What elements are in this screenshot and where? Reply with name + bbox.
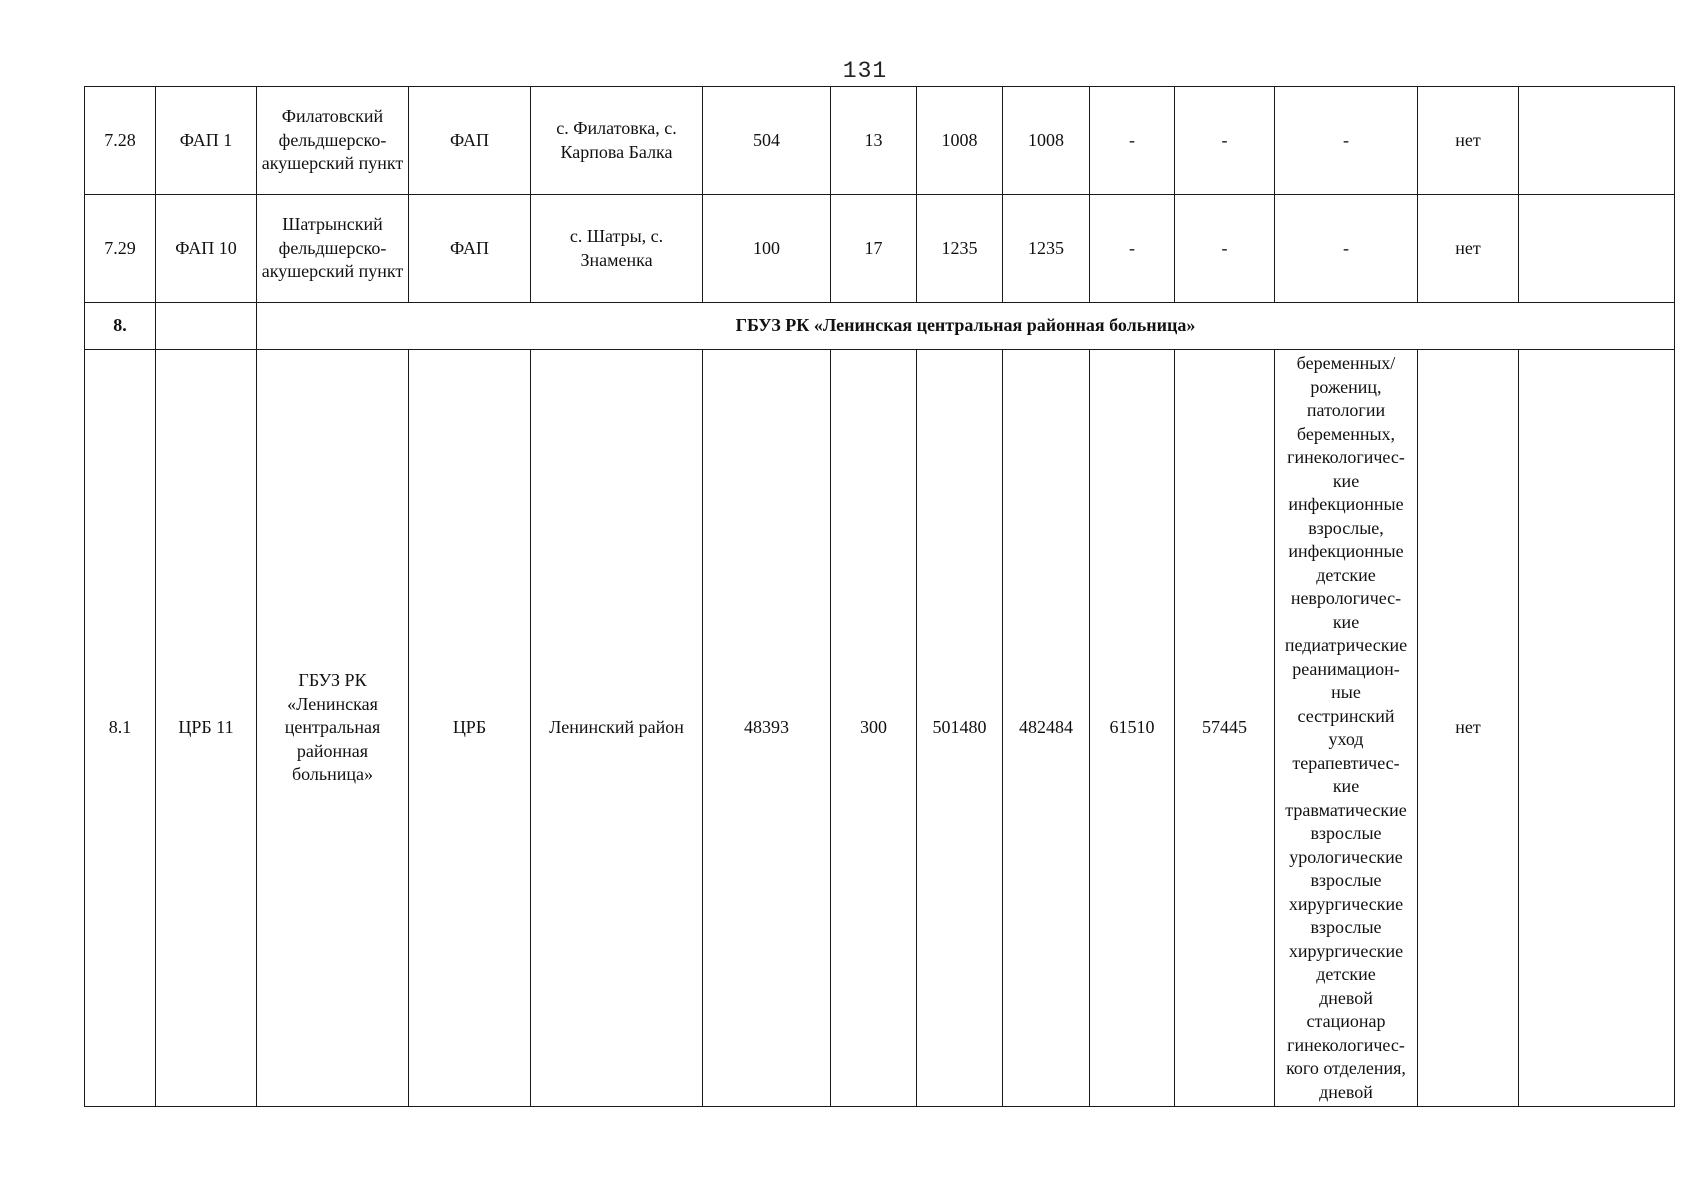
- cell-c10: -: [1175, 87, 1275, 195]
- profile-line: дневой: [1319, 987, 1373, 1008]
- cell-c11: -: [1275, 195, 1418, 303]
- cell-c5: 504: [703, 87, 831, 195]
- cell-c9: -: [1090, 195, 1175, 303]
- cell-c8: 1235: [1003, 195, 1090, 303]
- profile-line: стационар: [1306, 1011, 1386, 1031]
- profile-line: взрослые: [1310, 870, 1382, 890]
- profile-line: урологические: [1289, 846, 1403, 867]
- profile-line: кие: [1332, 470, 1360, 491]
- profile-line: гинекологичес-: [1287, 1034, 1405, 1055]
- facility-type: ЦРБ: [409, 350, 531, 1107]
- cell-c11: -: [1275, 87, 1418, 195]
- profile-line: детские: [1316, 564, 1376, 585]
- profile-line: сестринский: [1297, 705, 1395, 726]
- profile-line: кие: [1332, 611, 1360, 632]
- row-number: 8.1: [85, 350, 156, 1107]
- cell-c8: 1008: [1003, 87, 1090, 195]
- row-number: 7.29: [85, 195, 156, 303]
- profile-line: неврологичес-: [1290, 588, 1402, 608]
- facility-location: Ленинский район: [531, 350, 703, 1107]
- section-header-row: [85, 303, 1675, 350]
- facility-code: ФАП 1: [156, 87, 257, 195]
- profile-line: педиатрические: [1284, 635, 1408, 655]
- cell-c12: нет: [1418, 350, 1519, 1107]
- profile-line: взрослые: [1310, 823, 1382, 843]
- section-title: ГБУЗ РК «Ленинская центральная районная больница»: [257, 303, 1675, 350]
- profile-line: детские: [1316, 964, 1376, 984]
- profile-line: терапевтичес-: [1292, 752, 1400, 773]
- profile-line: уход: [1328, 729, 1364, 749]
- profile-line: рожениц,: [1310, 376, 1382, 397]
- profile-line: ные: [1331, 682, 1361, 702]
- row-number: 7.28: [85, 87, 156, 195]
- profile-line: беременных/: [1296, 353, 1396, 373]
- profile-line: гинекологичес-: [1287, 447, 1405, 467]
- cell-c7: 501480: [917, 350, 1003, 1107]
- cell-c9: 61510: [1090, 350, 1175, 1107]
- profile-line: инфекционные: [1288, 541, 1404, 561]
- profile-line: хирургические: [1288, 940, 1404, 961]
- cell-c12: нет: [1418, 195, 1519, 303]
- cell-c6: 13: [831, 87, 917, 195]
- cell-c5: 48393: [703, 350, 831, 1107]
- profile-line: хирургические: [1288, 893, 1404, 914]
- cell-c13: [1519, 195, 1675, 303]
- cell-c12: нет: [1418, 87, 1519, 195]
- cell-c6: 300: [831, 350, 917, 1107]
- cell-c13: [1519, 350, 1675, 1107]
- profile-line: кие: [1332, 776, 1360, 796]
- cell-c9: -: [1090, 87, 1175, 195]
- facility-name: Филатовский фельдшерско-акушерский пункт: [257, 87, 409, 195]
- cell-c10: -: [1175, 195, 1275, 303]
- facilities-table: [84, 86, 1675, 1107]
- cell-c8: 482484: [1003, 350, 1090, 1107]
- facility-location: с. Филатовка, с. Карпова Балка: [531, 87, 703, 195]
- facility-location: с. Шатры, с. Знаменка: [531, 195, 703, 303]
- profile-line: патологии: [1306, 400, 1386, 420]
- cell-c7: 1008: [917, 87, 1003, 195]
- table-row: [85, 87, 1675, 195]
- facility-name: Шатрынский фельдшерско-акушерский пункт: [257, 195, 409, 303]
- cell-c6: 17: [831, 195, 917, 303]
- cell-c13: [1519, 87, 1675, 195]
- page-number: 131: [842, 58, 888, 84]
- cell-c5: 100: [703, 195, 831, 303]
- facility-name: ГБУЗ РК «Ленинская центральная районная больница»: [257, 350, 409, 1107]
- bed-profiles-cell: [1275, 350, 1418, 1107]
- facility-type: ФАП: [409, 87, 531, 195]
- facility-code: ЦРБ 11: [156, 350, 257, 1107]
- facility-type: ФАП: [409, 195, 531, 303]
- profile-line: кого отделения,: [1286, 1058, 1406, 1078]
- profile-line: беременных,: [1296, 423, 1396, 444]
- table-row: [85, 350, 1675, 1107]
- section-empty-cell: [156, 303, 257, 350]
- profile-line: травматические: [1285, 799, 1407, 820]
- cell-c10: 57445: [1175, 350, 1275, 1107]
- profile-line: инфекционные: [1288, 494, 1404, 514]
- profile-line: взрослые: [1310, 917, 1382, 937]
- profile-line: дневой: [1319, 1081, 1373, 1102]
- table-row: [85, 195, 1675, 303]
- facility-code: ФАП 10: [156, 195, 257, 303]
- profile-line: реанимацион-: [1292, 658, 1400, 679]
- profile-line: взрослые,: [1308, 517, 1384, 538]
- section-number: 8.: [85, 303, 156, 350]
- cell-c7: 1235: [917, 195, 1003, 303]
